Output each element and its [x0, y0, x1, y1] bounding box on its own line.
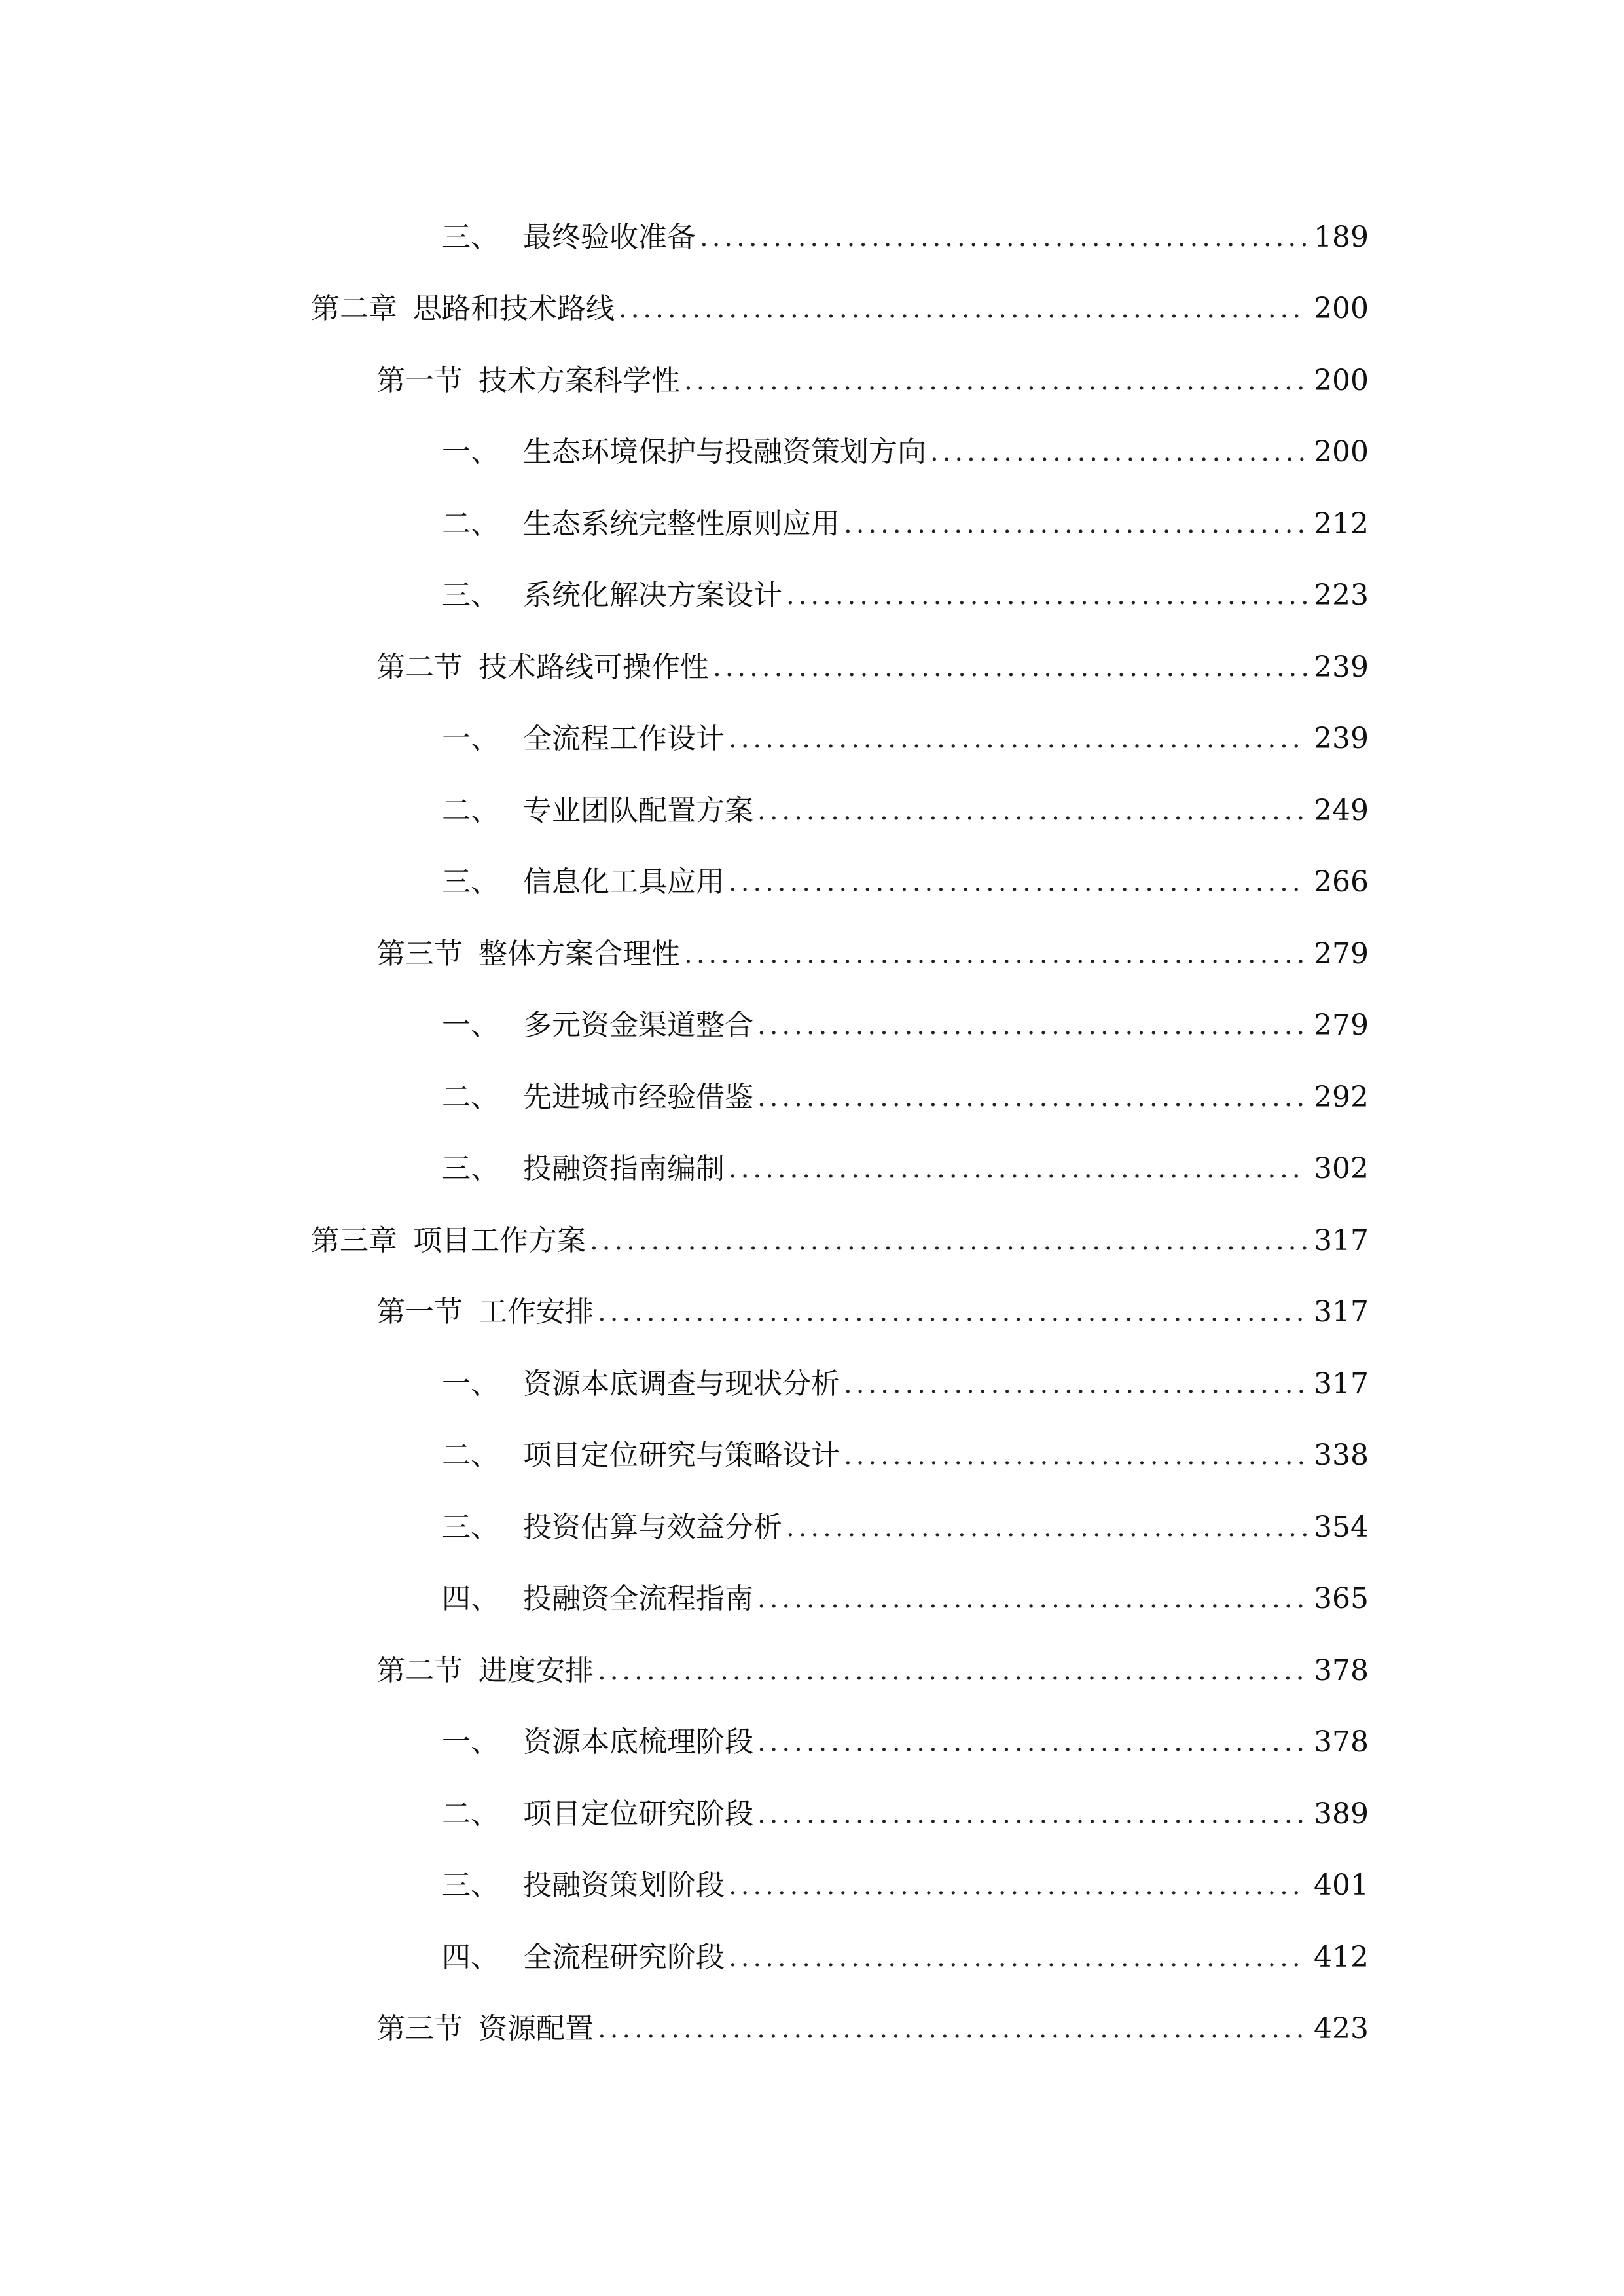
dot-leader — [844, 1371, 1307, 1397]
dot-leader — [930, 439, 1307, 465]
toc-entry-page-number: 292 — [1314, 1080, 1369, 1114]
toc-entry-page-number: 354 — [1314, 1510, 1369, 1544]
toc-entry-title: 多元资金渠道整合 — [523, 1009, 753, 1043]
dot-leader — [684, 368, 1307, 394]
dot-leader — [757, 1801, 1307, 1827]
toc-entry-page-number: 200 — [1314, 292, 1369, 326]
toc-entry-number: 四、 — [442, 1940, 499, 1974]
toc-entry[interactable] — [0, 202, 1624, 274]
toc-entry[interactable] — [0, 417, 1624, 489]
toc-entry-number: 三、 — [442, 1152, 499, 1186]
dot-leader — [844, 1443, 1307, 1469]
toc-entry-number: 一、 — [442, 722, 499, 756]
toc-entry-page-number: 412 — [1314, 1940, 1369, 1974]
toc-entry-title: 投融资指南编制 — [523, 1152, 725, 1186]
toc-entry-number: 二、 — [442, 507, 499, 541]
toc-entry-title: 生态系统完整性原则应用 — [523, 507, 840, 541]
toc-entry[interactable] — [0, 918, 1624, 990]
toc-entry-page-number: 239 — [1314, 722, 1369, 756]
toc-entry-title: 项目工作方案 — [413, 1223, 586, 1257]
dot-leader — [684, 941, 1307, 967]
toc-entry[interactable] — [0, 1778, 1624, 1850]
dot-leader — [757, 1729, 1307, 1755]
toc-entry-number: 一、 — [442, 1009, 499, 1043]
toc-entry-page-number: 378 — [1314, 1725, 1369, 1759]
toc-entry[interactable] — [0, 1635, 1624, 1707]
toc-entry-title: 生态环境保护与投融资策划方向 — [523, 435, 926, 469]
toc-entry-page-number: 365 — [1314, 1582, 1369, 1616]
toc-entry[interactable] — [0, 274, 1624, 346]
toc-entry[interactable] — [0, 847, 1624, 919]
dot-leader — [713, 655, 1307, 681]
dot-leader — [757, 1013, 1307, 1039]
toc-entry-number: 第三章 — [311, 1223, 397, 1257]
toc-entry[interactable] — [0, 990, 1624, 1062]
toc-entry[interactable] — [0, 704, 1624, 776]
toc-entry-number: 三、 — [442, 1510, 499, 1544]
toc-entry-number: 二、 — [442, 1439, 499, 1473]
toc-entry-number: 三、 — [442, 865, 499, 899]
toc-entry-page-number: 189 — [1314, 220, 1369, 254]
toc-entry-page-number: 389 — [1314, 1797, 1369, 1831]
toc-entry-title: 投资估算与效益分析 — [523, 1510, 782, 1544]
toc-entry-title: 投融资全流程指南 — [523, 1582, 753, 1616]
toc-entry-number: 第一节 — [376, 1295, 463, 1329]
toc-entry[interactable] — [0, 1134, 1624, 1206]
toc-entry-number: 第二节 — [376, 650, 463, 684]
toc-entry-title: 整体方案合理性 — [478, 937, 680, 971]
toc-entry[interactable] — [0, 1277, 1624, 1349]
toc-entry-number: 四、 — [442, 1582, 499, 1616]
toc-entry[interactable] — [0, 1564, 1624, 1636]
toc-entry-number: 一、 — [442, 435, 499, 469]
dot-leader — [729, 869, 1307, 895]
toc-entry[interactable] — [0, 1492, 1624, 1564]
toc-entry-title: 项目定位研究与策略设计 — [523, 1439, 840, 1473]
toc-entry-title: 思路和技术路线 — [413, 292, 615, 326]
toc-entry-title: 资源本底调查与现状分析 — [523, 1367, 840, 1401]
toc-entry-number: 第三节 — [376, 937, 463, 971]
toc-entry[interactable] — [0, 488, 1624, 560]
toc-entry-page-number: 317 — [1314, 1223, 1369, 1257]
toc-entry[interactable] — [0, 1994, 1624, 2066]
dot-leader — [786, 583, 1307, 609]
toc-entry-page-number: 212 — [1314, 507, 1369, 541]
toc-entry[interactable] — [0, 1707, 1624, 1779]
dot-leader — [729, 1156, 1307, 1182]
toc-entry-title: 技术方案科学性 — [478, 363, 680, 397]
toc-entry-number: 三、 — [442, 1869, 499, 1903]
toc-entry-number: 一、 — [442, 1725, 499, 1759]
toc-entry-title: 全流程工作设计 — [523, 722, 725, 756]
toc-entry-page-number: 401 — [1314, 1869, 1369, 1903]
toc-entry-title: 技术路线可操作性 — [478, 650, 709, 684]
toc-entry-number: 三、 — [442, 579, 499, 613]
toc-entry[interactable] — [0, 1062, 1624, 1134]
toc-entry-number: 三、 — [442, 220, 499, 254]
toc-entry-title: 进度安排 — [478, 1653, 594, 1687]
table-of-contents — [0, 202, 1624, 2065]
dot-leader — [598, 1658, 1307, 1684]
dot-leader — [757, 1586, 1307, 1612]
toc-entry[interactable] — [0, 1922, 1624, 1994]
toc-entry-title: 投融资策划阶段 — [523, 1869, 725, 1903]
toc-entry-number: 第一节 — [376, 363, 463, 397]
toc-entry-page-number: 423 — [1314, 2012, 1369, 2046]
dot-leader — [619, 296, 1307, 322]
toc-entry-page-number: 302 — [1314, 1152, 1369, 1186]
toc-entry[interactable] — [0, 1420, 1624, 1492]
toc-entry-number: 二、 — [442, 1080, 499, 1114]
dot-leader — [786, 1515, 1307, 1541]
toc-entry[interactable] — [0, 1348, 1624, 1420]
toc-entry-page-number: 279 — [1314, 937, 1369, 971]
toc-entry-number: 一、 — [442, 1367, 499, 1401]
toc-entry-page-number: 317 — [1314, 1295, 1369, 1329]
toc-entry-number: 二、 — [442, 1797, 499, 1831]
dot-leader — [700, 224, 1307, 251]
dot-leader — [590, 1228, 1307, 1254]
dot-leader — [844, 511, 1307, 537]
dot-leader — [757, 1085, 1307, 1111]
toc-entry-number: 第二节 — [376, 1653, 463, 1687]
dot-leader — [729, 1873, 1307, 1899]
toc-entry[interactable] — [0, 560, 1624, 632]
toc-entry-page-number: 239 — [1314, 650, 1369, 684]
toc-entry[interactable] — [0, 632, 1624, 704]
toc-entry-title: 全流程研究阶段 — [523, 1940, 725, 1974]
toc-entry[interactable] — [0, 775, 1624, 847]
dot-leader — [729, 726, 1307, 752]
toc-entry-page-number: 266 — [1314, 865, 1369, 899]
dot-leader — [598, 1299, 1307, 1325]
toc-entry-page-number: 249 — [1314, 793, 1369, 827]
toc-entry-title: 先进城市经验借鉴 — [523, 1080, 753, 1114]
toc-entry-number: 二、 — [442, 793, 499, 827]
toc-entry-page-number: 279 — [1314, 1009, 1369, 1043]
toc-entry-number: 第三节 — [376, 2012, 463, 2046]
toc-entry-title: 系统化解决方案设计 — [523, 579, 782, 613]
toc-entry-page-number: 200 — [1314, 363, 1369, 397]
toc-entry-title: 信息化工具应用 — [523, 865, 725, 899]
dot-leader — [757, 798, 1307, 824]
dot-leader — [729, 1945, 1307, 1971]
toc-entry-page-number: 378 — [1314, 1653, 1369, 1687]
toc-entry-title: 资源本底梳理阶段 — [523, 1725, 753, 1759]
toc-entry[interactable] — [0, 1850, 1624, 1922]
toc-entry-page-number: 317 — [1314, 1367, 1369, 1401]
toc-entry-page-number: 200 — [1314, 435, 1369, 469]
toc-entry[interactable] — [0, 1205, 1624, 1277]
toc-entry-title: 资源配置 — [478, 2012, 594, 2046]
toc-entry-title: 最终验收准备 — [523, 220, 696, 254]
dot-leader — [598, 2016, 1307, 2042]
toc-entry[interactable] — [0, 345, 1624, 417]
toc-entry-title: 工作安排 — [478, 1295, 594, 1329]
toc-entry-number: 第二章 — [311, 292, 397, 326]
toc-entry-title: 项目定位研究阶段 — [523, 1797, 753, 1831]
toc-entry-page-number: 223 — [1314, 579, 1369, 613]
toc-entry-page-number: 338 — [1314, 1439, 1369, 1473]
toc-entry-title: 专业团队配置方案 — [523, 793, 753, 827]
